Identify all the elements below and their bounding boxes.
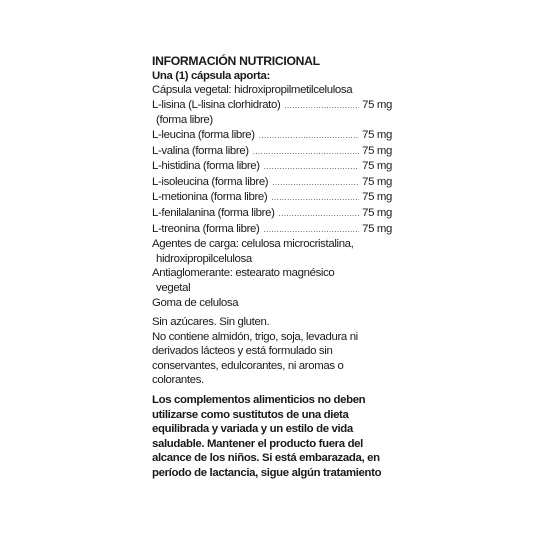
warning-line: saludable. Mantener el producto fuera del (152, 437, 363, 450)
ingredient-name: L-lisina (L-lisina clorhidrato) (152, 98, 281, 111)
ingredient-amount: 75 mg (362, 160, 392, 173)
not-contains-3: conservantes, edulcorantes, ni aromas o (152, 359, 344, 372)
ingredient-note: (forma libre) (156, 114, 213, 127)
ingredient-amount: 75 mg (362, 206, 392, 219)
gum: Goma de celulosa (152, 296, 239, 309)
dot-leader (279, 207, 360, 222)
warning-line: equilibrada y variada y un estilo de vida (152, 423, 353, 436)
ingredient-name: L-metionina (forma libre) (152, 191, 268, 204)
dot-leader (272, 176, 359, 191)
warning-line: alcance de los niños. Si está embarazada, en (152, 452, 380, 465)
ingredient-amount: 75 mg (362, 144, 392, 157)
warning-line: período de lactancia, sigue algún tratamiento (152, 467, 382, 480)
bulking-agents: Agentes de carga: celulosa microcristalina, (152, 238, 354, 251)
ingredient-amount: 75 mg (362, 222, 392, 235)
dot-leader (253, 145, 359, 160)
ingredient-amount: 75 mg (362, 128, 392, 141)
ingredient-row (152, 206, 392, 222)
ingredient-name: L-valina (forma libre) (152, 144, 249, 157)
ingredient-name: L-histidina (forma libre) (152, 160, 260, 173)
not-contains-4: colorantes. (152, 374, 204, 387)
ingredient-row (152, 175, 392, 191)
ingredient-row (152, 159, 392, 175)
warning-line: Los complementos alimenticios no deben (152, 394, 366, 407)
ingredient-amount: 75 mg (362, 98, 392, 111)
warning-text (152, 393, 402, 481)
ingredient-row (152, 190, 392, 206)
ingredient-amount: 75 mg (362, 191, 392, 204)
free-from: Sin azúcares. Sin gluten. (152, 316, 270, 329)
ingredient-name: L-leucina (forma libre) (152, 128, 255, 141)
ingredient-row (152, 144, 392, 160)
ingredient-row (152, 98, 392, 114)
dot-leader (284, 99, 359, 114)
warning-line: utilizarse como sustitutos de una dieta (152, 408, 349, 421)
ingredient-amount: 75 mg (362, 175, 392, 188)
ingredient-row (152, 128, 392, 144)
not-contains-1: No contiene almidón, trigo, soja, levadura ni (152, 330, 358, 343)
label-title: INFORMACIÓN NUTRICIONAL (152, 54, 320, 68)
ingredient-list (152, 98, 402, 237)
ingredient-name: L-treonina (forma libre) (152, 222, 260, 235)
dot-leader (259, 129, 359, 144)
dot-leader (263, 223, 359, 238)
dot-leader (264, 160, 359, 175)
ingredient-name: L-fenilalanina (forma libre) (152, 206, 275, 219)
ingredient-row (152, 222, 392, 238)
nutrition-label (152, 54, 402, 481)
dot-leader (271, 191, 359, 206)
capsule-info: Cápsula vegetal: hidroxipropilmetilcelulosa (152, 84, 353, 97)
ingredient-name: L-isoleucina (forma libre) (152, 175, 269, 188)
bulking-agents-cont: hidroxipropilcelulosa (156, 252, 252, 265)
anticaking-agent: Antiaglomerante: estearato magnésico (152, 267, 335, 280)
label-subtitle: Una (1) cápsula aporta: (152, 69, 270, 82)
anticaking-agent-cont: vegetal (156, 281, 191, 294)
not-contains-2: derivados lácteos y está formulado sin (152, 345, 333, 358)
